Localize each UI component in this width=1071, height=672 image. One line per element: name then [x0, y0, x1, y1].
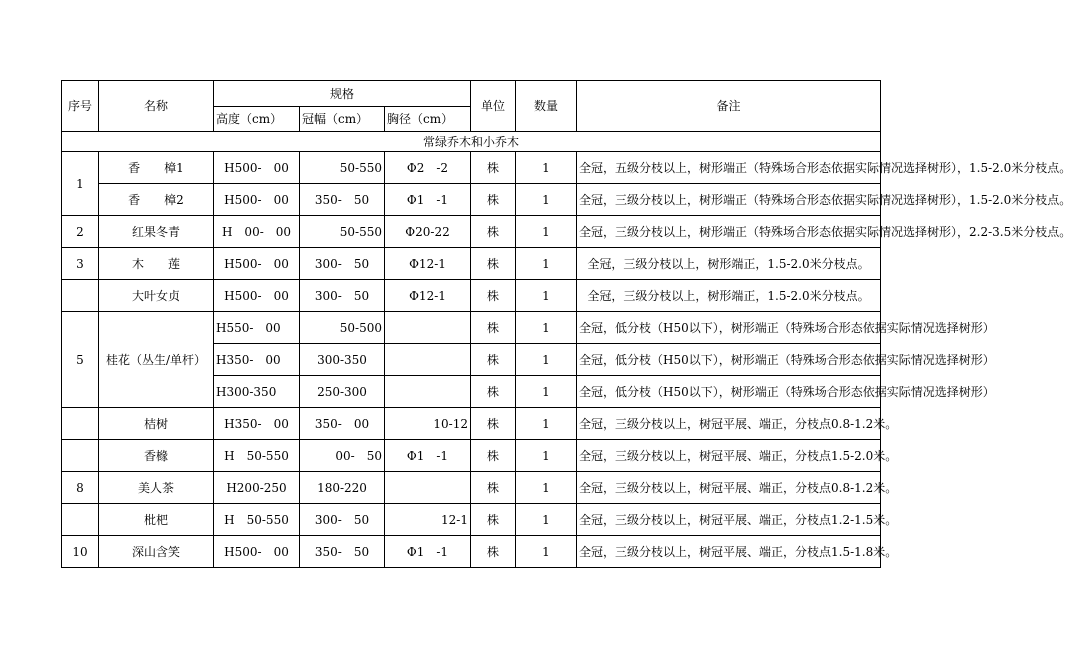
cell-qty: 1 — [516, 248, 577, 280]
header-height: 高度（cm） — [214, 107, 300, 132]
header-qty: 数量 — [516, 81, 577, 132]
header-dbh: 胸径（cm） — [385, 107, 471, 132]
cell-seq — [62, 280, 99, 312]
cell-height: H300-350 — [214, 376, 300, 408]
cell-crown: 50-500 — [300, 312, 385, 344]
cell-seq: 8 — [62, 472, 99, 504]
cell-note: 全冠，三级分枝以上，树冠平展、端正，分枝点0.8-1.2米。 — [577, 408, 881, 440]
header-crown: 冠幅（cm） — [300, 107, 385, 132]
table-row — [62, 184, 881, 216]
header-spec: 规格 — [214, 81, 471, 107]
cell-crown: 350- 00 — [300, 408, 385, 440]
header-seq: 序号 — [62, 81, 99, 132]
cell-crown: 350- 50 — [300, 536, 385, 568]
table-row — [62, 408, 881, 440]
cell-name: 香 樟2 — [99, 184, 214, 216]
cell-qty: 1 — [516, 152, 577, 184]
cell-height: H 00- 00 — [214, 216, 300, 248]
cell-height: H200-250 — [214, 472, 300, 504]
table-row — [62, 280, 881, 312]
cell-seq — [62, 408, 99, 440]
cell-height: H550- 00 — [214, 312, 300, 344]
cell-qty: 1 — [516, 184, 577, 216]
cell-dbh: Φ1 -1 — [385, 440, 471, 472]
cell-crown: 350- 50 — [300, 184, 385, 216]
cell-name: 桂花（丛生/单杆） — [99, 312, 214, 408]
cell-seq: 3 — [62, 248, 99, 280]
cell-name: 深山含笑 — [99, 536, 214, 568]
cell-qty: 1 — [516, 408, 577, 440]
cell-unit: 株 — [471, 472, 516, 504]
cell-seq: 5 — [62, 312, 99, 408]
cell-note: 全冠，三级分枝以上，树冠平展、端正，分枝点1.5-1.8米。 — [577, 536, 881, 568]
cell-height: H500- 00 — [214, 536, 300, 568]
cell-qty: 1 — [516, 440, 577, 472]
cell-dbh: 10-12 — [385, 408, 471, 440]
cell-dbh: Φ1 -1 — [385, 536, 471, 568]
cell-crown: 300- 50 — [300, 248, 385, 280]
table-row — [62, 248, 881, 280]
cell-dbh — [385, 312, 471, 344]
table-row — [62, 152, 881, 184]
cell-height: H500- 00 — [214, 248, 300, 280]
cell-unit: 株 — [471, 216, 516, 248]
cell-unit: 株 — [471, 408, 516, 440]
cell-unit: 株 — [471, 312, 516, 344]
header-name: 名称 — [99, 81, 214, 132]
cell-note: 全冠，低分枝（H50以下），树形端正（特殊场合形态依据实际情况选择树形） — [577, 312, 881, 344]
cell-name: 木 莲 — [99, 248, 214, 280]
table-row — [62, 536, 881, 568]
cell-qty: 1 — [516, 280, 577, 312]
cell-dbh: Φ2 -2 — [385, 152, 471, 184]
cell-note: 全冠，三级分枝以上，树冠平展、端正，分枝点1.2-1.5米。 — [577, 504, 881, 536]
cell-note: 全冠，三级分枝以上，树形端正，1.5-2.0米分枝点。 — [577, 248, 881, 280]
cell-qty: 1 — [516, 472, 577, 504]
cell-seq: 1 — [62, 152, 99, 216]
cell-dbh: Φ12-1 — [385, 248, 471, 280]
cell-qty: 1 — [516, 344, 577, 376]
cell-dbh — [385, 472, 471, 504]
cell-crown: 180-220 — [300, 472, 385, 504]
table-row — [62, 504, 881, 536]
cell-dbh: Φ1 -1 — [385, 184, 471, 216]
header-note: 备注 — [577, 81, 881, 132]
table-row — [62, 216, 881, 248]
cell-dbh: 12-1 — [385, 504, 471, 536]
cell-name: 枇杷 — [99, 504, 214, 536]
cell-unit: 株 — [471, 344, 516, 376]
cell-note: 全冠，三级分枝以上，树冠平展、端正，分枝点1.5-2.0米。 — [577, 440, 881, 472]
cell-note: 全冠，三级分枝以上，树形端正，1.5-2.0米分枝点。 — [577, 280, 881, 312]
cell-name: 香 樟1 — [99, 152, 214, 184]
cell-crown: 300- 50 — [300, 280, 385, 312]
cell-height: H500- 00 — [214, 152, 300, 184]
cell-note: 全冠，三级分枝以上，树冠平展、端正，分枝点0.8-1.2米。 — [577, 472, 881, 504]
cell-unit: 株 — [471, 152, 516, 184]
cell-seq: 2 — [62, 216, 99, 248]
cell-note: 全冠，三级分枝以上，树形端正（特殊场合形态依据实际情况选择树形），1.5-2.0米分枝点。 — [577, 184, 881, 216]
cell-unit: 株 — [471, 376, 516, 408]
table-row — [62, 440, 881, 472]
cell-seq: 10 — [62, 536, 99, 568]
cell-unit: 株 — [471, 184, 516, 216]
cell-name: 桔树 — [99, 408, 214, 440]
cell-height: H 50-550 — [214, 440, 300, 472]
section-row — [62, 132, 881, 152]
header-row-1 — [62, 81, 881, 107]
cell-unit: 株 — [471, 504, 516, 536]
table-row — [62, 472, 881, 504]
cell-crown: 250-300 — [300, 376, 385, 408]
cell-crown: 50-550 — [300, 152, 385, 184]
cell-height: H500- 00 — [214, 280, 300, 312]
cell-height: H 50-550 — [214, 504, 300, 536]
header-unit: 单位 — [471, 81, 516, 132]
cell-crown: 300- 50 — [300, 504, 385, 536]
cell-seq — [62, 440, 99, 472]
cell-qty: 1 — [516, 536, 577, 568]
cell-dbh — [385, 344, 471, 376]
cell-dbh — [385, 376, 471, 408]
cell-unit: 株 — [471, 280, 516, 312]
cell-seq — [62, 504, 99, 536]
cell-dbh: Φ12-1 — [385, 280, 471, 312]
cell-note: 全冠，低分枝（H50以下），树形端正（特殊场合形态依据实际情况选择树形） — [577, 344, 881, 376]
cell-name: 香橼 — [99, 440, 214, 472]
plant-spec-table — [61, 80, 1071, 568]
cell-name: 红果冬青 — [99, 216, 214, 248]
section-title: 常绿乔木和小乔木 — [62, 132, 881, 152]
cell-qty: 1 — [516, 504, 577, 536]
cell-dbh: Φ20-22 — [385, 216, 471, 248]
cell-unit: 株 — [471, 536, 516, 568]
cell-note: 全冠，三级分枝以上，树形端正（特殊场合形态依据实际情况选择树形），2.2-3.5米分枝点。 — [577, 216, 881, 248]
cell-crown: 00- 50 — [300, 440, 385, 472]
cell-crown: 50-550 — [300, 216, 385, 248]
cell-height: H500- 00 — [214, 184, 300, 216]
cell-height: H350- 00 — [214, 408, 300, 440]
cell-crown: 300-350 — [300, 344, 385, 376]
cell-unit: 株 — [471, 248, 516, 280]
cell-note: 全冠，五级分枝以上，树形端正（特殊场合形态依据实际情况选择树形），1.5-2.0米分枝点。 — [577, 152, 881, 184]
cell-qty: 1 — [516, 312, 577, 344]
cell-name: 美人茶 — [99, 472, 214, 504]
table-row — [62, 312, 881, 344]
cell-note: 全冠，低分枝（H50以下），树形端正（特殊场合形态依据实际情况选择树形） — [577, 376, 881, 408]
cell-qty: 1 — [516, 216, 577, 248]
cell-qty: 1 — [516, 376, 577, 408]
cell-unit: 株 — [471, 440, 516, 472]
cell-name: 大叶女贞 — [99, 280, 214, 312]
cell-height: H350- 00 — [214, 344, 300, 376]
